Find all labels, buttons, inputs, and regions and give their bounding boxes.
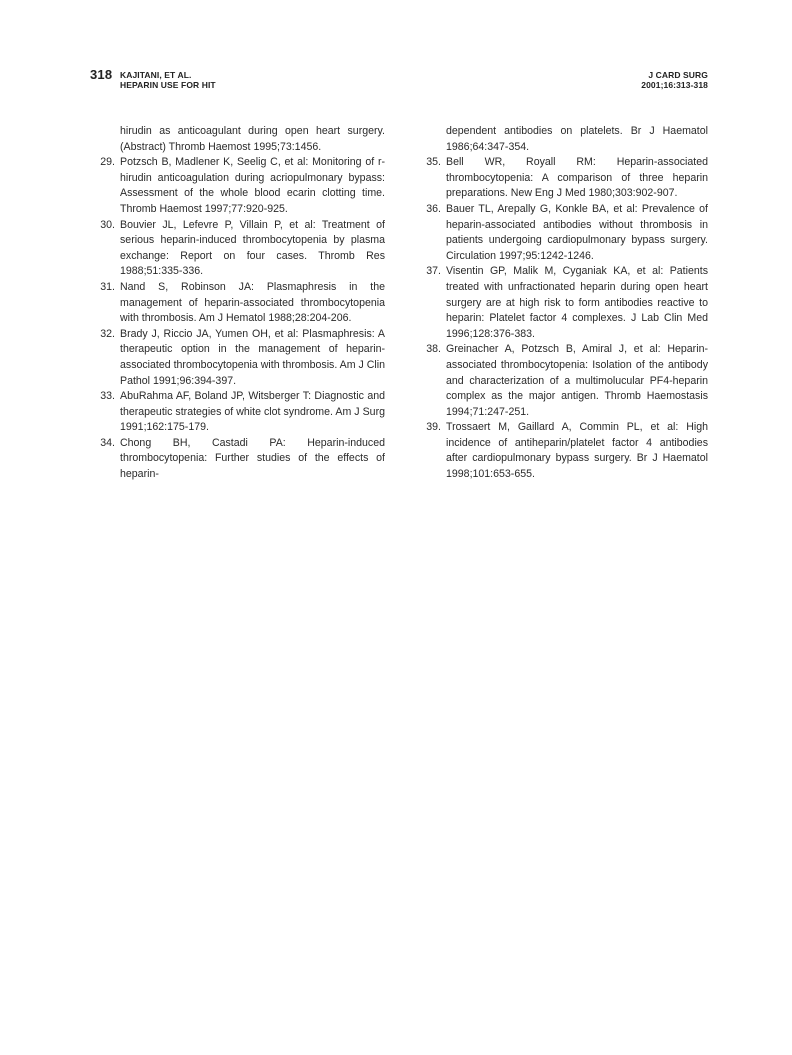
reference-number: 34. [100, 436, 115, 449]
reference-text: Brady J, Riccio JA, Yumen OH, et al: Plasmaphresis: A therapeutic option in the management of heparin-associated thrombocytopenia with thrombosis. Am J Clin Pathol 1991;96:394-397. [120, 327, 385, 387]
journal-name: J CARD SURG [648, 70, 708, 80]
reference-number: 39. [426, 421, 441, 434]
reference-item [426, 155, 708, 202]
reference-text: Bouvier JL, Lefevre P, Villain P, et al: Treatment of serious heparin-induced thrombocytopenia by plasma exchange: Report on four cases. Thromb Res 1988;51:335-336. [120, 218, 385, 278]
reference-item [426, 342, 708, 420]
reference-item [426, 264, 708, 342]
references-left-column [100, 124, 385, 483]
reference-text: hirudin as anticoagulant during open heart surgery. (Abstract) Thromb Haemost 1995;73:1456. [120, 125, 385, 153]
running-head-left [120, 70, 216, 90]
reference-text: Trossaert M, Gaillard A, Commin PL, et al: High incidence of antiheparin/platelet factor 4 antibodies after cardiopulmonary bypass surgery. Br J Haematol 1998;101:653-655. [446, 421, 708, 481]
reference-text: Visentin GP, Malik M, Cyganiak KA, et al: Patients treated with unfractionated heparin during open heart surgery are at high risk to form antibodies reactive to heparin: Platelet factor 4 complexes. J Lab Clin Med 1996;128:376-383. [446, 265, 708, 340]
reference-number: 38. [426, 343, 441, 356]
references-right-column [426, 124, 708, 483]
reference-text: Greinacher A, Potzsch B, Amiral J, et al: Heparin-associated thrombocytopenia: Isolation of the antibody and characterization of a multimolucular PF4-heparin complex as the major antigen. Thromb Haemostasis 1994;71:247-251. [446, 343, 708, 418]
reference-item [120, 124, 385, 155]
reference-text: Bell WR, Royall RM: Heparin-associated thrombocytopenia: A comparison of three heparin preparations. New Eng J Med 1980;303:902-907. [446, 156, 708, 200]
reference-item [100, 280, 385, 327]
reference-number: 29. [100, 156, 115, 169]
running-head-title: HEPARIN USE FOR HIT [120, 80, 216, 90]
reference-item [426, 420, 708, 482]
reference-item [100, 389, 385, 436]
reference-item [426, 202, 708, 264]
reference-text: dependent antibodies on platelets. Br J Haematol 1986;64:347-354. [446, 125, 708, 153]
reference-number: 33. [100, 390, 115, 403]
reference-text: Nand S, Robinson JA: Plasmaphresis in the management of heparin-associated thrombocytopenia with thrombosis. Am J Hematol 1988;28:204-206. [120, 280, 385, 325]
reference-item [100, 327, 385, 389]
reference-item [100, 218, 385, 280]
page-number: 318 [90, 67, 113, 82]
page-header [90, 67, 708, 97]
reference-text: Chong BH, Castadi PA: Heparin-induced thrombocytopenia: Further studies of the effects of heparin- [120, 436, 385, 481]
journal-citation: 2001;16:313-318 [641, 80, 708, 90]
running-head-authors: KAJITANI, ET AL. [120, 70, 192, 80]
reference-text: Bauer TL, Arepally G, Konkle BA, et al: Prevalence of heparin-associated antibodies without thrombosis in patients undergoing cardiopulmonary bypass surgery. Circulation 1997;95:1242-1246. [446, 202, 708, 262]
reference-number: 30. [100, 218, 115, 231]
reference-number: 37. [426, 265, 441, 278]
reference-number: 36. [426, 202, 441, 215]
reference-text: AbuRahma AF, Boland JP, Witsberger T: Diagnostic and therapeutic strategies of white clot syndrome. Am J Surg 1991;162:175-179. [120, 390, 385, 434]
reference-number: 32. [100, 327, 115, 340]
reference-text: Potzsch B, Madlener K, Seelig C, et al: Monitoring of r-hirudin anticoagulation during acriopulmonary bypass: Assessment of the whole blood ecarin clotting time. Thromb Haemost 1997;77:920-925. [120, 156, 385, 215]
reference-number: 31. [100, 280, 115, 293]
reference-item [446, 124, 708, 155]
running-head-right [641, 70, 708, 90]
reference-item [100, 155, 385, 217]
reference-item [100, 436, 385, 483]
reference-number: 35. [426, 156, 441, 169]
